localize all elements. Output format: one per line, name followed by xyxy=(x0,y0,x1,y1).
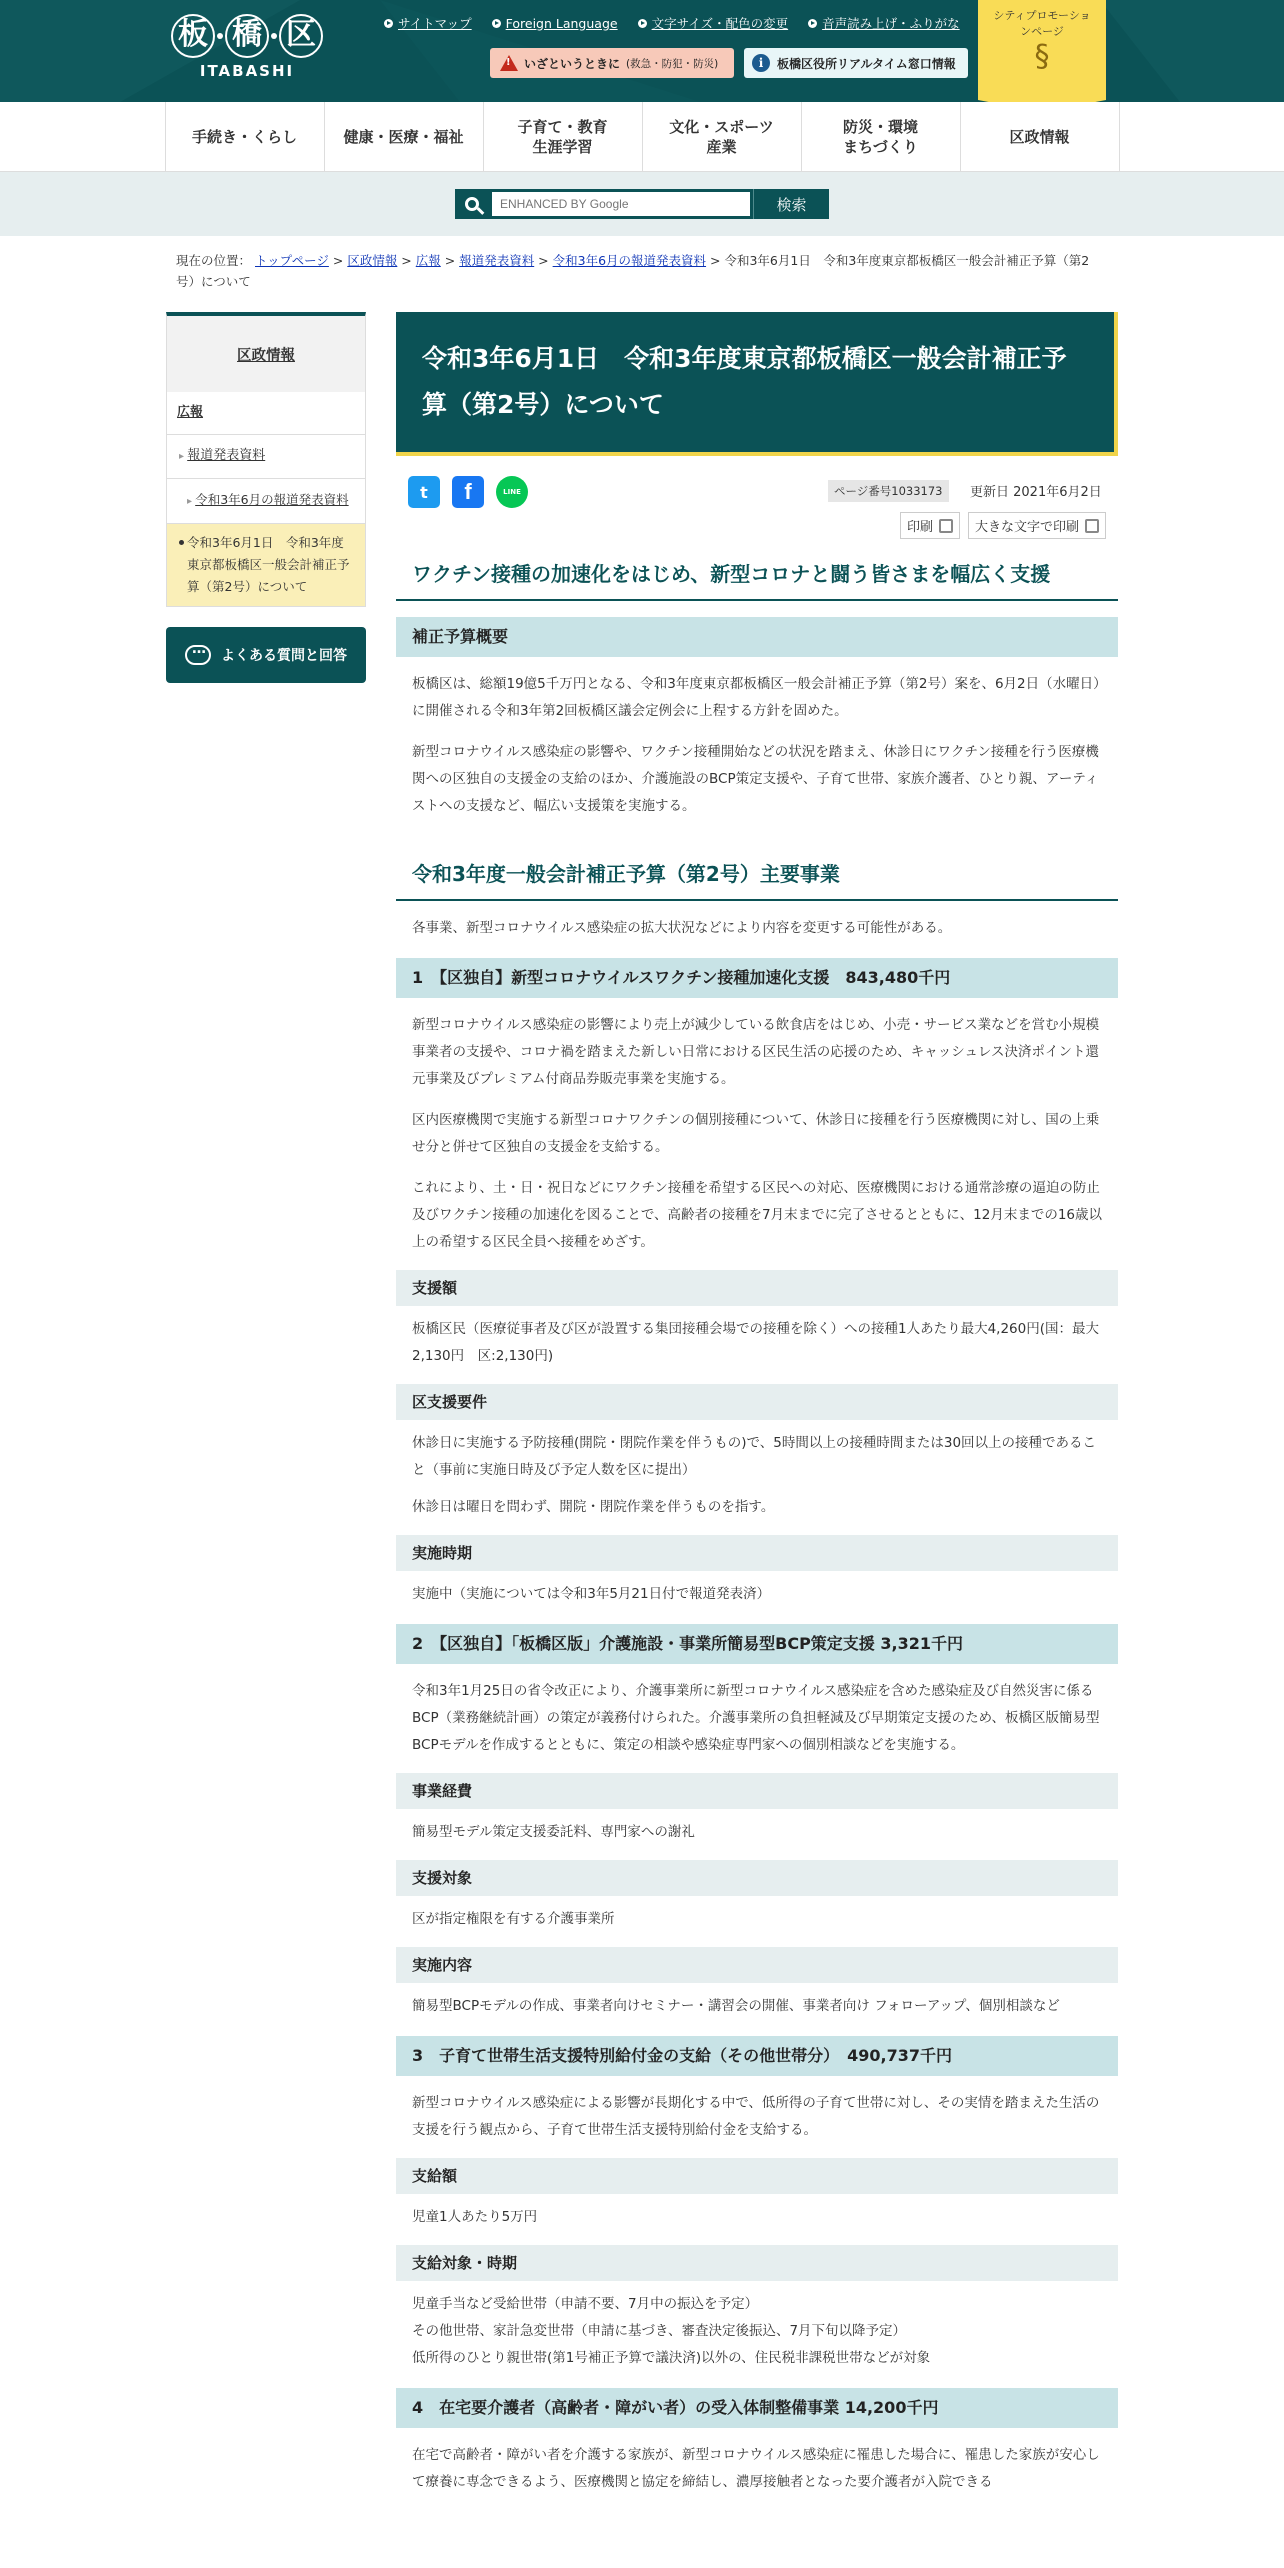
gnav-item-government[interactable]: 区政情報 xyxy=(961,102,1120,171)
logo-roman: ITABASHI xyxy=(199,62,295,80)
line-share-icon[interactable]: LINE xyxy=(496,476,528,508)
subsection-heading: 1 【区独自】新型コロナウイルスワクチン接種加速化支援 843,480千円 xyxy=(396,958,1118,998)
city-promotion-link[interactable]: シティプロモーションページ § xyxy=(978,0,1106,100)
social-share xyxy=(408,476,528,508)
font-size-color-link[interactable]: 文字サイズ・配色の変更 xyxy=(638,14,789,32)
top-links xyxy=(384,14,960,32)
gnav-item-culture[interactable]: 文化・スポーツ 産業 xyxy=(643,102,802,171)
global-nav xyxy=(0,102,1284,172)
paragraph: 児童1人あたり5万円 xyxy=(412,2209,538,2225)
print-button[interactable]: 印刷 xyxy=(900,512,960,539)
printer-icon xyxy=(1085,519,1099,533)
subsection-heading: 3 子育て世帯生活支援特別給付金の支給（その他世帯分） 490,737千円 xyxy=(396,2036,1118,2076)
gnav-item-disaster[interactable]: 防災・環境 まちづくり xyxy=(802,102,961,171)
paragraph: 簡易型モデル策定支援委託料、専門家への謝礼 xyxy=(412,1824,695,1840)
paragraph: 新型コロナウイルス感染症の影響や、ワクチン接種開始などの状況を踏まえ、休診日にワクチン接種を行う医療機関への区独自の支援金の支給のほか、介護施設のBCP策定支援や、子育て世帯、家族介護者、ひとり親、アーティストへの支援など、幅広い支援策を実施する。 xyxy=(412,744,1099,814)
page-title: 令和3年6月1日 令和3年度東京都板橋区一般会計補正予算（第2号）について xyxy=(396,312,1118,456)
info-icon: i xyxy=(752,54,770,72)
paragraph: 区内医療機関で実施する新型コロナワクチンの個別接種について、休診日に接種を行う医療機関に対し、国の上乗せ分と併せて区独自の支援金を支給する。 xyxy=(412,1112,1100,1155)
paragraph: 休診日は曜日を問わず、開院・閉院作業を伴うものを指す。 xyxy=(412,1499,775,1515)
sidebar-item-press[interactable]: ▸ 報道発表資料 xyxy=(166,435,366,479)
breadcrumb-current: 令和3年6月1日 令和3年度東京都板橋区一般会計補正予算（第2号）について xyxy=(176,253,1090,289)
search-icon xyxy=(455,189,489,219)
breadcrumb-link-pr[interactable]: 広報 xyxy=(415,253,441,268)
paragraph: これにより、土・日・祝日などにワクチン接種を希望する区民への対応、医療機関における通常診療の逼迫の防止及びワクチン接種の加速化を図ることで、高齢者の接種を7月末までに完了させるとともに、12月末までの16歳以上の希望する区民全員へ接種をめざす。 xyxy=(412,1180,1102,1250)
paragraph: 簡易型BCPモデルの作成、事業者向けセミナー・講習会の開催、事業者向け フォローアップ、個別相談など xyxy=(412,1998,1060,2014)
sitemap-link[interactable]: サイトマップ xyxy=(384,14,472,32)
updated-date: 更新日 2021年6月2日 xyxy=(970,485,1102,500)
item-heading: 実施内容 xyxy=(396,1947,1118,1983)
gnav-item-childcare[interactable]: 子育て・教育 生涯学習 xyxy=(484,102,643,171)
foreign-language-link[interactable]: Foreign Language xyxy=(492,14,618,32)
subsection-heading: 4 在宅要介護者（高齢者・障がい者）の受入体制整備事業 14,200千円 xyxy=(396,2388,1118,2428)
paragraph: 区が指定権限を有する介護事業所 xyxy=(412,1911,615,1927)
main-content xyxy=(396,312,1118,2496)
breadcrumb: 現在の位置： トップページ > 区政情報 > 広報 > 報道発表資料 > 令和3年6月の報道発表資料 > 令和3年6月1日 令和3年度東京都板橋区一般会計補正予算（第2号）について xyxy=(176,253,1090,289)
promo-mascot-icon: § xyxy=(1034,39,1050,74)
search-bar xyxy=(0,172,1284,236)
breadcrumb-link-press[interactable]: 報道発表資料 xyxy=(459,253,535,268)
site-header xyxy=(0,0,1284,102)
section-heading: 令和3年度一般会計補正予算（第2号）主要事業 xyxy=(396,848,1118,901)
search-button[interactable]: 検索 xyxy=(753,189,829,219)
gnav-item-procedures[interactable]: 手続き・くらし xyxy=(166,102,325,171)
paragraph: 板橋区民（医療従事者及び区が設置する集団接種会場での接種を除く）への接種1人あたり最大4,260円(国：最大2,130円 区:2,130円) xyxy=(412,1321,1100,1364)
item-heading: 支援対象 xyxy=(396,1860,1118,1896)
subsection-heading: 2 【区独自】「板橋区版」介護施設・事業所簡易型BCP策定支援 3,321千円 xyxy=(396,1624,1118,1664)
page-meta xyxy=(396,476,1118,548)
breadcrumb-link-government[interactable]: 区政情報 xyxy=(347,253,398,268)
sidebar-item-june[interactable]: ▸ 令和3年6月の報道発表資料 xyxy=(166,479,366,524)
item-heading: 支援額 xyxy=(396,1270,1118,1306)
sidebar-item-current: 令和3年6月1日 令和3年度東京都板橋区一般会計補正予算（第2号）について xyxy=(166,524,366,607)
section-heading: ワクチン接種の加速化をはじめ、新型コロナと闘う皆さまを幅広く支援 xyxy=(396,548,1118,601)
paragraph: 各事業、新型コロナウイルス感染症の拡大状況などにより内容を変更する可能性がある。 xyxy=(412,920,952,936)
realtime-window-info-button[interactable]: i 板橋区役所リアルタイム窓口情報 xyxy=(744,48,968,78)
paragraph: 実施中（実施については令和3年5月21日付で報道発表済） xyxy=(412,1586,771,1602)
warning-icon xyxy=(500,55,518,71)
item-heading: 区支援要件 xyxy=(396,1384,1118,1420)
emergency-button[interactable]: ! いざというときに (救急・防犯・防災) xyxy=(490,48,734,78)
paragraph: 在宅で高齢者・障がい者を介護する家族が、新型コロナウイルス感染症に罹患した場合に、罹患した家族が安心して療養に専念できるよう、医療機関と協定を締結し、濃厚接触者となった要介護者が入院できる xyxy=(412,2447,1100,2490)
gnav-item-health[interactable]: 健康・医療・福祉 xyxy=(325,102,484,171)
breadcrumb-link-top[interactable]: トップページ xyxy=(255,253,329,268)
search-input[interactable] xyxy=(492,192,750,216)
item-heading: 実施時期 xyxy=(396,1535,1118,1571)
site-logo[interactable]: 板 橋 区 ITABASHI xyxy=(166,14,328,80)
faq-button[interactable]: … よくある質問と回答 xyxy=(166,627,366,683)
page-number: ページ番号1033173 xyxy=(828,480,949,502)
sidebar xyxy=(166,312,366,683)
twitter-share-icon[interactable]: t xyxy=(408,476,440,508)
paragraph: 新型コロナウイルス感染症の影響により売上が減少している飲食店をはじめ、小売・サービス業などを営む小規模事業者の支援や、コロナ禍を踏まえた新しい日常における区民生活の応援のため、キャッシュレス決済ポイント還元事業及びプレミアム付商品券販売事業を実施する。 xyxy=(412,1017,1100,1087)
print-large-button[interactable]: 大きな文字で印刷 xyxy=(968,512,1106,539)
sidebar-head[interactable]: 区政情報 xyxy=(166,312,366,392)
paragraph: 板橋区は、総額19億5千万円となる、令和3年度東京都板橋区一般会計補正予算（第2号）案を、6月2日（水曜日）に開催される令和3年第2回板橋区議会定例会に上程する方針を固めた。 xyxy=(412,676,1100,719)
paragraph: 児童手当など受給世帯（申請不要、7月中の振込を予定） その他世帯、家計急変世帯（申請に基づき、審査決定後振込、7月下旬以降予定） 低所得のひとり親世帯(第1号補正予算で議決済)以外の、住民税非課税世帯などが対象 xyxy=(412,2296,931,2366)
item-heading: 支給額 xyxy=(396,2158,1118,2194)
chat-bubble-icon xyxy=(185,645,211,665)
subsection-heading: 補正予算概要 xyxy=(396,617,1118,657)
facebook-share-icon[interactable]: f xyxy=(452,476,484,508)
printer-icon xyxy=(939,519,953,533)
paragraph: 休診日に実施する予防接種(開院・閉院作業を伴うもの)で、5時間以上の接種時間または30回以上の接種であること（事前に実施日時及び予定人数を区に提出） xyxy=(412,1435,1097,1478)
sidebar-item-pr[interactable]: 広報 xyxy=(166,392,366,435)
paragraph: 令和3年1月25日の省令改正により、介護事業所に新型コロナウイルス感染症を含めた感染症及び自然災害に係るBCP（業務継続計画）の策定が義務付けられた。介護事業所の負担軽減及び早期策定支援のため、板橋区版簡易型BCPモデルを作成するとともに、策定の相談や感染症専門家への個別相談などを実施する。 xyxy=(412,1683,1100,1753)
paragraph: 新型コロナウイルス感染症による影響が長期化する中で、低所得の子育て世帯に対し、その実情を踏まえた生活の支援を行う観点から、子育て世帯生活支援特別給付金を支給する。 xyxy=(412,2095,1100,2138)
item-heading: 事業経費 xyxy=(396,1773,1118,1809)
breadcrumb-link-june[interactable]: 令和3年6月の報道発表資料 xyxy=(552,253,707,268)
item-heading: 支給対象・時期 xyxy=(396,2245,1118,2281)
voice-reading-link[interactable]: 音声読み上げ・ふりがな xyxy=(808,14,960,32)
